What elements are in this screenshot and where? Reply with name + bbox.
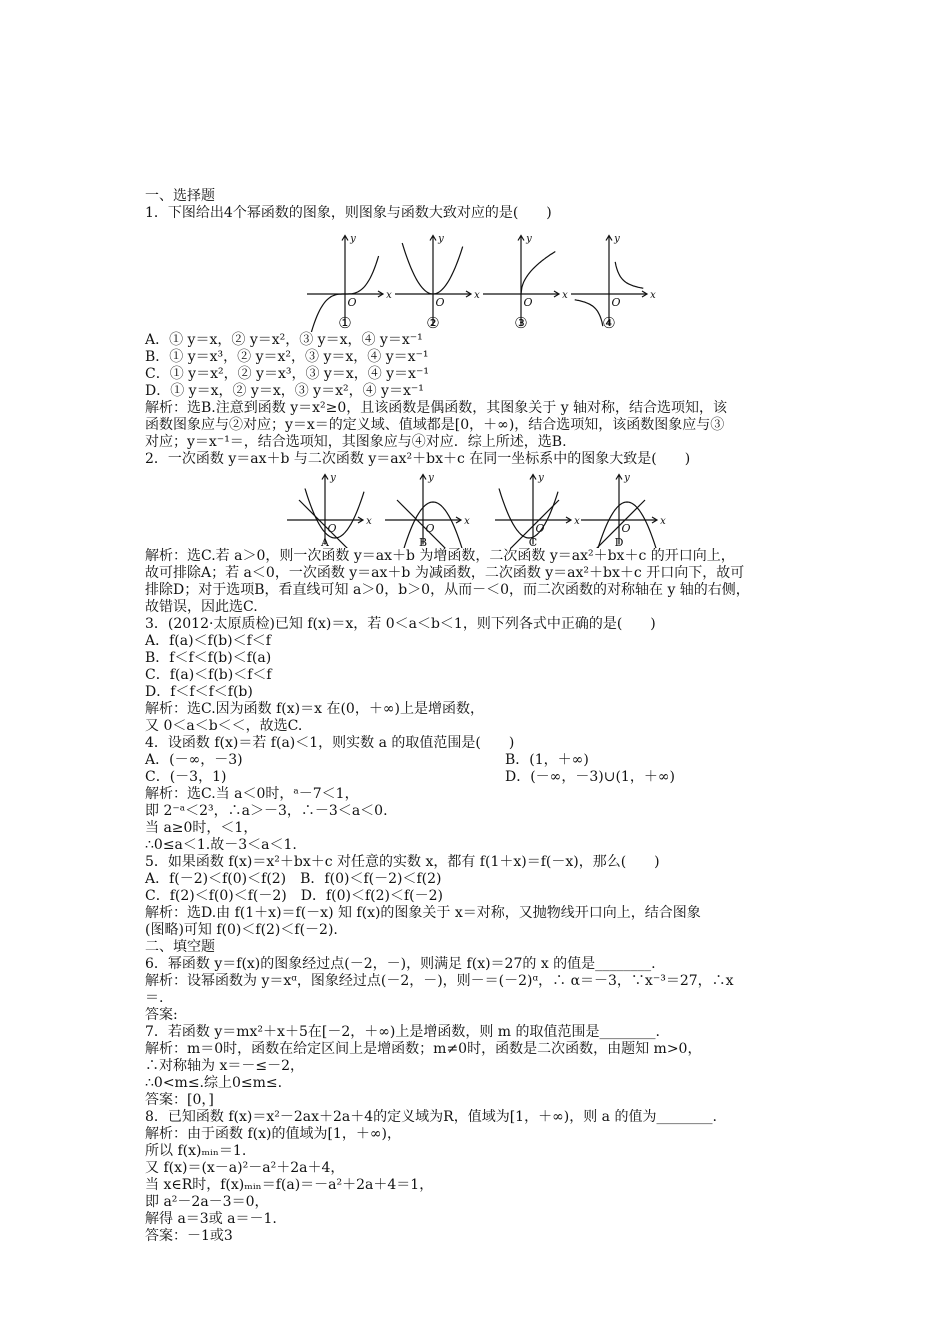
text-line: ∴0≤a＜1.故－3＜a＜1. (145, 837, 297, 853)
document-page (145, 188, 815, 1245)
text-line: A．f(a)＜f(b)＜f＜f (145, 633, 271, 649)
text-line: 解析：选C.当 a＜0时，ᵃ－7＜1， (145, 786, 359, 802)
text-line: 答案: (145, 1007, 178, 1023)
origin-label: O (535, 522, 545, 535)
x-axis-label: x (386, 290, 392, 301)
x-axis-label: x (574, 516, 580, 527)
text-line: 解析：由于函数 f(x)的值域为[1，＋∞)， (145, 1126, 401, 1142)
text-line: 故错误，因此选C. (145, 599, 258, 615)
text-line: C．① y＝x²，② y＝x³，③ y＝x，④ y＝x⁻¹ (145, 366, 429, 382)
text-line: ∴0<m≤.综上0≤m≤. (145, 1075, 283, 1091)
text-line: 故可排除A；若 a＜0，一次函数 y＝ax＋b 为减函数，二次函数 y＝ax²＋bx＋c 开口向下，故可 (145, 565, 745, 581)
text-line: 4．设函数 f(x)＝若 f(a)＜1，则实数 a 的取值范围是( ) (145, 735, 515, 751)
lines-d (145, 786, 815, 1245)
linear-quadratic-graphs (145, 468, 815, 548)
option-right: D．(－∞，－3)∪(1，＋∞) (505, 769, 675, 785)
text-line: C．f(2)＜f(0)＜f(－2) D．f(0)＜f(2)＜f(－2) (145, 888, 444, 904)
text-line: ＝. (145, 990, 164, 1006)
text-line: 当 x∈R时，f(x)ₘᵢₙ＝f(a)＝－a²＋2a＋4＝1， (145, 1177, 434, 1193)
figure-label: A (321, 536, 329, 548)
text-line: 解析：设幂函数为 y＝xᵅ，图象经过点(－2，－)，则－＝(－2)ᵅ，∴ α＝－3，∵x⁻³＝27，∴x (145, 973, 734, 989)
x-axis-label: x (474, 290, 480, 301)
text-line: 对应；y＝x⁻¹＝，结合选项知，其图象应与④对应．综上所述，选B. (145, 434, 567, 450)
origin-label: O (621, 522, 631, 535)
figure-label: B (418, 536, 428, 548)
y-axis-label: y (330, 472, 336, 484)
lines-a (145, 188, 815, 222)
text-line: 解析：m＝0时，函数在给定区间上是增函数；m≠0时，函数是二次函数，由题知 m>0， (145, 1041, 702, 1057)
origin-label: O (425, 522, 435, 535)
x-axis-label: x (464, 516, 470, 527)
text-line: 解析：选D.由 f(1＋x)＝f(－x) 知 f(x)的图象关于 x＝对称，又抛物线开口向上，结合图象 (145, 905, 701, 921)
text-line: 答案：[0，] (145, 1092, 214, 1108)
function-curve (575, 300, 603, 326)
text-line: D．① y＝x，② y＝x，③ y＝x²，④ y＝x⁻¹ (145, 383, 424, 399)
y-axis-label: y (438, 233, 444, 245)
figure-label: ② (426, 314, 440, 332)
text-line: D．f＜f＜f＜f(b) (145, 684, 253, 700)
text-line: ∴对称轴为 x＝－≤－2， (145, 1058, 304, 1074)
figure-linear-quadratic (145, 468, 815, 548)
origin-label: O (435, 296, 445, 309)
text-line: 即 2⁻ᵃ＜2³，∴a＞－3，∴－3＜a＜0. (145, 803, 388, 819)
text-line: A．f(－2)＜f(0)＜f(2) B．f(0)＜f(－2)＜f(2) (145, 871, 442, 887)
option-left: C．(－3，1) (145, 769, 227, 785)
x-axis-label: x (650, 290, 656, 301)
x-axis-label: x (366, 516, 372, 527)
y-axis-label: y (624, 472, 630, 484)
text-line: 当 a≥0时，＜1， (145, 820, 258, 836)
text-line: 所以 f(x)ₘᵢₙ＝1. (145, 1143, 247, 1159)
function-curve (615, 262, 643, 288)
lines-b (145, 332, 815, 468)
text-line: 解析：选B.注意到函数 y＝x²≥0，且该函数是偶函数，其图象关于 y 轴对称，结合选项知，该 (145, 400, 728, 416)
text-line: 又 f(x)＝(x－a)²－a²＋2a＋4， (145, 1160, 345, 1176)
text-line: 8．已知函数 f(x)＝x²－2ax＋2a＋4的定义域为R，值域为[1，＋∞)，则 a 的值为________. (145, 1109, 717, 1125)
figure-label: D (614, 536, 624, 548)
figure-label: ③ (514, 314, 528, 332)
text-line: 2．一次函数 y＝ax＋b 与二次函数 y＝ax²＋bx＋c 在同一坐标系中的图象大致是( ) (145, 451, 691, 467)
option-row (145, 769, 815, 786)
text-line: 3．(2012·太原质检)已知 f(x)＝x，若 0＜a＜b＜1，则下列各式中正确的是( ) (145, 616, 656, 632)
text-line: 又 0＜a＜b＜＜，故选C. (145, 718, 303, 734)
text-line: 6．幂函数 y＝f(x)的图象经过点(－2，－)，则满足 f(x)＝27的 x 的值是________. (145, 956, 656, 972)
q4-options (145, 752, 815, 786)
y-axis-label: y (614, 233, 620, 245)
text-line: 解析：选C.因为函数 f(x)＝x 在(0，＋∞)上是增函数， (145, 701, 484, 717)
option-right: B．(1，＋∞) (505, 752, 589, 768)
origin-label: O (327, 522, 337, 535)
y-axis-label: y (538, 472, 544, 484)
origin-label: O (611, 296, 621, 309)
figure-label: C (528, 536, 538, 548)
text-line: 一、选择题 (145, 188, 215, 204)
option-row (145, 752, 815, 769)
text-line: 1．下图给出4个幂函数的图象，则图象与函数大致对应的是( ) (145, 205, 552, 221)
origin-label: O (347, 296, 357, 309)
y-axis-label: y (428, 472, 434, 484)
text-line: B．f＜f＜f(b)＜f(a) (145, 650, 272, 666)
x-axis-label: x (660, 516, 666, 527)
text-line: 二、填空题 (145, 939, 215, 955)
power-function-graphs (145, 222, 815, 332)
text-line: 答案：－1或3 (145, 1228, 233, 1244)
text-line: 解析：选C.若 a＞0，则一次函数 y＝ax＋b 为增函数，二次函数 y＝ax²＋bx＋c 的开口向上， (145, 548, 735, 564)
figure-label: ① (338, 314, 352, 332)
figure-label: ④ (602, 314, 616, 332)
text-line: 函数图象应与②对应；y＝x＝的定义域、值域都是[0，＋∞)，结合选项知，该函数图象应与③ (145, 417, 725, 433)
text-line: A．① y＝x，② y＝x²，③ y＝x，④ y＝x⁻¹ (145, 332, 423, 348)
text-line: 7．若函数 y＝mx²＋x＋5在[－2，＋∞)上是增函数，则 m 的取值范围是________. (145, 1024, 660, 1040)
origin-label: O (523, 296, 533, 309)
text-line: C．f(a)＜f(b)＜f＜f (145, 667, 272, 683)
function-curve (521, 252, 555, 295)
option-left: A．(－∞，－3) (145, 752, 243, 768)
x-axis-label: x (562, 290, 568, 301)
y-axis-label: y (526, 233, 532, 245)
figure-power-functions (145, 222, 815, 332)
lines-c (145, 548, 815, 752)
text-line: 5．如果函数 f(x)＝x²＋bx＋c 对任意的实数 x，都有 f(1＋x)＝f(－x)，那么( ) (145, 854, 660, 870)
text-line: 即 a²－2a－3＝0， (145, 1194, 269, 1210)
text-line: 解得 a＝3或 a＝－1. (145, 1211, 277, 1227)
text-line: 排除D；对于选项B，看直线可知 a＞0，b＞0，从而－＜0，而二次函数的对称轴在 y 轴的右侧， (145, 582, 750, 598)
y-axis-label: y (350, 233, 356, 245)
text-line: B．① y＝x³，② y＝x²，③ y＝x，④ y＝x⁻¹ (145, 349, 429, 365)
text-line: (图略)可知 f(0)＜f(2)＜f(－2). (145, 922, 338, 938)
